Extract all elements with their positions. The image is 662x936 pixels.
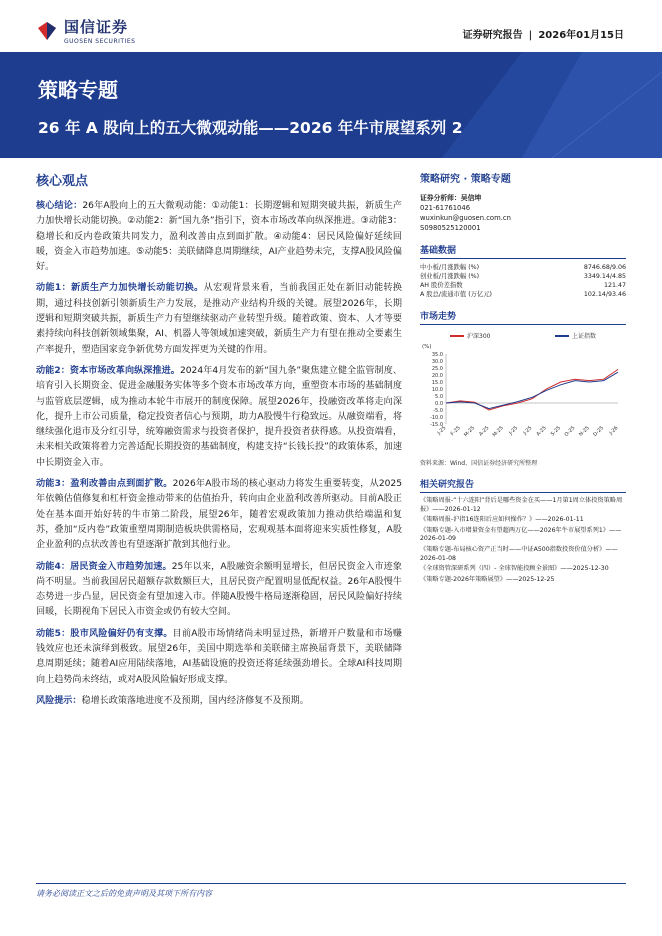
x-tick-label: A-25 (478, 425, 491, 438)
x-tick-label: J-25 (508, 425, 520, 437)
series-line (446, 369, 618, 410)
basic-data-key: A 股总/流通市值 (万亿元) (420, 291, 493, 298)
para-text: 稳增长政策落地进度不及预期，国内经济修复不及预期。 (81, 695, 309, 706)
sidebar-heading: 策略研究 · 策略专题 (420, 174, 511, 185)
paragraph-risk (36, 694, 402, 709)
y-tick-label: 20.0 (431, 372, 443, 379)
related-report-item[interactable]: 《策略周报-“十六连阳”背后是哪些资金在买——1月第1周立体投资策略周报》——2026-01-12 (420, 497, 623, 513)
footer-disclaimer: 请务必阅读正文之后的免责声明及其项下所有内容 (36, 889, 212, 898)
para-keyword: 动能2：资本市场改革向纵深推进。 (36, 365, 180, 376)
legend-swatch-red (450, 335, 464, 337)
x-tick-label: A-25 (535, 425, 548, 438)
basic-data-row (420, 281, 626, 290)
para-text: 25年以来，A股融资余额明显增长，但居民资金入市迹象尚不明显。当前我国居民超额存款数额巨大，且居民资产配置明显低配权益。26年A股慢牛态势进一步凸显，居民资金有望加速入市。伴随A股慢牛格局逐渐稳固，居民风险偏好持续回暖，长期视角下居民入市资金或仍有较大空间。 (36, 561, 403, 618)
legend-item (555, 331, 596, 340)
legend-label: 沪深300 (467, 333, 491, 340)
report-meta (463, 26, 624, 41)
para-text: 目前A股市场情绪尚未明显过热，新增开户数量和市场赚钱效应也还未演绎到极致。展望26年，美国中期选举和美联储主席换届背景下，美联储降息周期延续；随着AI应用陆续落地，AI基础设施的投资还将延续强劲增长。全球AI科技周期向上趋势尚未终结，或对A股风险偏好形成支撑。 (36, 628, 402, 685)
core-views-title: 核心观点 (36, 174, 89, 189)
y-tick-label: 25.0 (431, 365, 443, 372)
y-tick-label: 30.0 (431, 358, 443, 365)
x-tick-label: J-25 (436, 425, 448, 437)
para-text: 26年A股向上的五大微观动能：①动能1：长期逻辑和短期突破共振，新质生产力加快增长动能切换。②动能2：新“国九条”指引下，资本市场改革向纵深推进。③动能3：稳增长和反内卷政策共同发力，盈利改善由点到面扩散。④动能4：居民风险偏好延续回暖，资金入市趋势加速。⑤动能5：美联储降息周期继续，AI产业趋势未完，支撑A股风险偏好。 (36, 201, 402, 273)
para-keyword: 动能4：居民资金入市趋势加速。 (36, 561, 172, 572)
y-tick-label: -15.0 (430, 421, 443, 428)
x-tick-label: S-25 (549, 425, 563, 438)
legend-item (450, 331, 490, 340)
banner-title: 策略专题 (38, 78, 118, 102)
related-report-item[interactable]: 《全球资管深研系列（四）- 全球智能投顾全景图》——2025-12-30 (420, 565, 609, 573)
basic-data-value: 8746.68/9.06 (583, 264, 626, 271)
x-tick-label: J-25 (522, 425, 534, 437)
paragraph-driver-2 (36, 364, 402, 471)
logo-text-en: GUOSEN SECURITIES (64, 38, 136, 45)
paragraph-driver-4 (36, 560, 402, 621)
x-tick-label: M-25 (491, 425, 505, 439)
banner-subtitle: 26 年 A 股向上的五大微观动能——2026 年牛市展望系列 2 (38, 119, 463, 137)
basic-data-value: 102.14/93.46 (583, 291, 626, 298)
para-keyword: 动能3：盈利改善由点到面扩散。 (36, 479, 173, 490)
paragraph-driver-3 (36, 477, 402, 553)
related-reports-list (420, 497, 626, 584)
para-text: 2024年4月发布的新“国九条”聚焦建立健全监管制度、培育引入长期资金、促进金融服务实体等多个资本市场改革方向，重塑资本市场的基础制度与监管底层逻辑，成为推动本轮牛市展开的制度保障。展望2026年，投融资改革将走向深化，提升上市公司质量，稳定投资者信心与预期，助力A股慢牛行稳致远。从融资端看，将继续强化退市及分红引导，统筹融资需求与投资者保护，提升投资者获得感。从投资端看，未来相关政策将着力完善适配长期投资的基础制度，构建支持“长钱长投”的政策体系，加速中长期资金入市。 (36, 365, 402, 468)
paragraph-conclusion (36, 199, 402, 275)
basic-data-title: 基础数据 (420, 243, 626, 259)
para-text: 从宏观背景来看，当前我国正处在新旧动能转换期，通过科技创新引领新质生产力发展，是推动产业结构升级的关键。展望2026年，长期逻辑和短期突破共振，新质生产力有望继续驱动产业转型升级。随着政策、资本、人才等要素持续向科技创新领域集聚，AI、机器人等领域加速突破，新质生产力有望在推动全要素生产率提升，塑造国家竞争新优势方面发挥更为关键的作用。 (36, 283, 402, 355)
basic-data-key: 创业板/月涨跌幅 (%) (420, 273, 480, 280)
chart-source: 资料来源：Wind、国信证券经济研究所整理 (420, 460, 538, 467)
para-keyword: 动能5：股市风险偏好仍有支撑。 (36, 628, 173, 639)
basic-data-value: 3349.14/4.85 (583, 273, 626, 280)
logo-text-cn: 国信证券 (64, 18, 129, 36)
para-keyword: 动能1：新质生产力加快增长动能切换。 (36, 283, 204, 294)
x-tick-label: M-25 (463, 425, 477, 439)
legend-swatch-blue (555, 335, 569, 337)
analyst-cert: S0980525120001 (420, 224, 481, 232)
x-tick-label: F-25 (449, 425, 462, 438)
para-text: 2026年A股市场的核心驱动力将发生重要转变，从2025年依赖估值修复和杠杆资金推动带来的估值抬升，转向由企业盈利改善所驱动。目前A股正处在基本面开始好转的牛市第二阶段，展望26年，随着宏观政策加力推动供给端温和复苏，叠加“反内卷”政策重塑周期制造板块供需格局，宏观观基本面将迎来实质性修复，A股企业盈利的点状改善也有望逐渐扩散到其他行业。 (36, 479, 403, 551)
meta-separator: | (528, 30, 533, 41)
x-tick-label: D-25 (592, 425, 606, 438)
chart-legend (420, 329, 626, 340)
basic-data-value: 121.47 (603, 282, 626, 289)
analyst-name: 吴信坤 (460, 194, 482, 202)
banner-decoration (402, 52, 662, 158)
related-report-item[interactable]: 《策略专题-入市增量资金有望超两万亿——2026年牛市展望系列1》——2026-01-09 (420, 526, 622, 543)
basic-data-row (420, 290, 626, 299)
analyst-info (420, 193, 626, 233)
y-tick-label: 5.0 (435, 393, 443, 400)
report-date: 2026年01月15日 (538, 30, 624, 41)
basic-data-table (420, 263, 626, 299)
x-tick-label: N-25 (578, 425, 591, 438)
paragraph-driver-1 (36, 281, 402, 357)
y-axis-unit: (%) (422, 344, 432, 350)
related-report-item[interactable]: 《策略专题-布局核心资产正当时——中证A500指数投资价值分析》——2026-01-08 (420, 545, 618, 562)
x-tick-label: J-26 (608, 425, 620, 437)
footer-divider (36, 883, 626, 884)
related-report-item[interactable]: 《策略专题-2026年策略展望》——2025-12-25 (420, 575, 555, 583)
para-keyword: 核心结论： (36, 201, 83, 211)
title-banner (0, 52, 662, 158)
x-tick-label: O-25 (563, 425, 577, 439)
basic-data-row (420, 263, 626, 272)
analyst-email[interactable]: wuxinkun@guosen.com.cn (420, 214, 511, 222)
analyst-label: 证券分析师： (420, 194, 461, 202)
basic-data-row (420, 272, 626, 281)
report-type: 证券研究报告 (462, 30, 523, 41)
market-trend-chart (420, 340, 626, 452)
y-tick-label: 0.0 (435, 400, 443, 407)
guosen-logo-icon (36, 20, 58, 42)
y-tick-label: -5.0 (433, 407, 443, 414)
paragraph-driver-5 (36, 627, 402, 688)
legend-label: 上证指数 (571, 333, 596, 340)
y-tick-label: 10.0 (431, 386, 443, 393)
analyst-phone: 021-61761046 (420, 204, 471, 212)
y-tick-label: 15.0 (431, 379, 443, 386)
sidebar (420, 170, 626, 586)
core-views (36, 170, 402, 715)
y-tick-label: 35.0 (431, 351, 443, 358)
y-tick-label: -10.0 (430, 414, 443, 421)
para-keyword: 风险提示： (36, 695, 82, 706)
guosen-logo (36, 16, 135, 45)
market-trend-title: 市场走势 (420, 309, 626, 325)
related-reports-title: 相关研究报告 (420, 477, 626, 493)
basic-data-key: 中小板/月涨跌幅 (%) (420, 264, 480, 271)
related-report-item[interactable]: 《策略周报-沪指16连阳后应如何操作？》——2026-01-11 (420, 516, 584, 524)
basic-data-key: AH 股价差指数 (420, 282, 463, 289)
